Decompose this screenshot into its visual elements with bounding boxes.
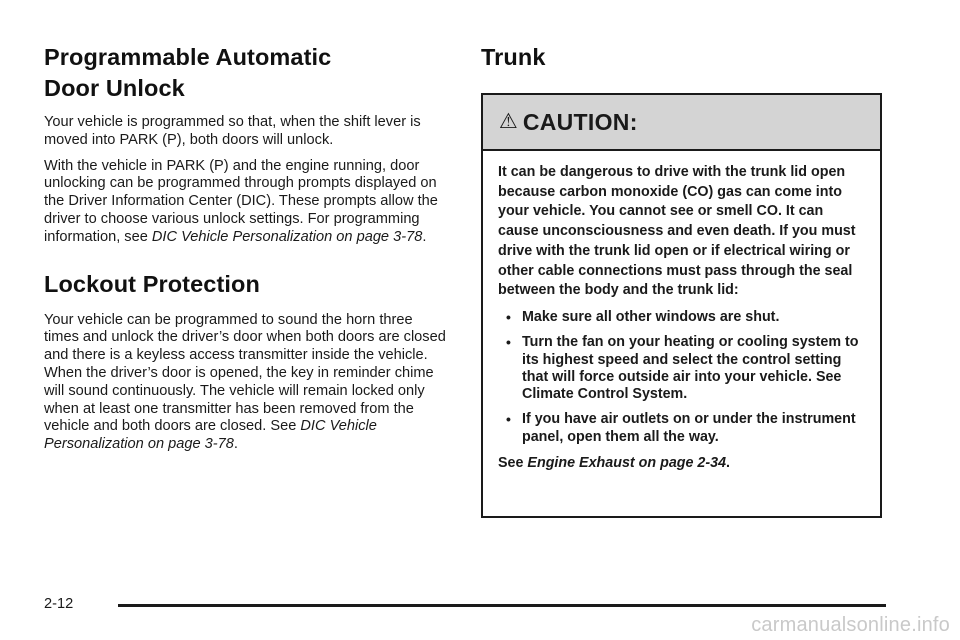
caution-see-reference: [498, 454, 864, 474]
watermark: carmanualsonline.info: [751, 614, 950, 636]
caution-bullet-item: [498, 309, 864, 326]
xref-dic-vehicle-personalization[interactable]: DIC Vehicle Personalization on page 3-78: [151, 228, 423, 245]
paragraph-end-period-2: .: [233, 436, 238, 453]
heading-programmable-automatic-door-unlock: [44, 42, 449, 104]
paragraph-unlock-programming: [44, 158, 449, 247]
heading-line-1: Programmable Automatic: [44, 44, 332, 70]
paragraph-shift-lever-unlock: Your vehicle is programmed so that, when the shift lever is moved into PARK (P), both doors will unlock.: [44, 114, 421, 148]
caution-bullet-item: [498, 411, 864, 446]
caution-box: [481, 93, 882, 518]
caution-bullet-text: Turn the fan on your heating or cooling system to its highest speed and select the control setting that will force outside air into your vehicle. See Climate Control System.: [522, 334, 859, 403]
page-number: 2-12: [44, 596, 74, 612]
paragraph-end-period: .: [422, 228, 427, 245]
bullet-icon: •: [506, 308, 511, 325]
paragraph-lockout-protection-text: Your vehicle can be programmed to sound the horn three times and unlock the driver’s door when both doors are closed and there is a keyless access transmitter inside the vehicle. When the driver’s door is opened, the key in reminder chime will sound continuously. The vehicle will remain locked only when at least one transmitter has been removed from the vehicle and both doors are closed. See: [44, 311, 446, 435]
heading-line-2: Door Unlock: [44, 75, 185, 101]
caution-bullet-text: Make sure all other windows are shut.: [522, 308, 780, 325]
footer-rule: [118, 604, 886, 607]
xref-dic-vehicle-personalization-2[interactable]: DIC Vehicle Personalization on page 3-78: [44, 418, 377, 453]
caution-bullet-text: If you have air outlets on or under the instrument panel, open them all the way.: [522, 411, 856, 445]
xref-engine-exhaust[interactable]: Engine Exhaust on page 2-34: [527, 455, 727, 471]
caution-title: CAUTION:: [522, 108, 638, 135]
paragraph-unlock-programming-text: With the vehicle in PARK (P) and the engine running, door unlocking can be programmed through prompts displayed on the Driver Information Center (DIC). These prompts allow the driver to choose various unlock settings. For programming information, see: [44, 157, 438, 245]
bullet-icon: •: [506, 411, 511, 428]
caution-body: [483, 151, 880, 484]
heading-lockout-protection: Lockout Protection: [44, 270, 260, 297]
warning-triangle-icon: ⚠: [499, 108, 518, 133]
see-end-period: .: [726, 455, 731, 471]
see-prefix: See: [498, 455, 528, 471]
caution-intro: It can be dangerous to drive with the trunk lid open because carbon monoxide (CO) gas can come into your vehicle. You cannot see or smell CO. It can cause unconsciousness and even death. If you must drive with the trunk lid open or if electrical wiring or other cable connections must pass through the seal between the body and the trunk lid:: [498, 164, 856, 299]
caution-bullet-item: [498, 334, 864, 403]
paragraph-lockout-protection: [44, 312, 449, 454]
left-column: [44, 42, 449, 454]
caution-bullet-list: [498, 309, 864, 446]
bullet-icon: •: [506, 334, 511, 351]
right-column: [481, 42, 886, 518]
caution-header: [483, 95, 880, 151]
heading-trunk: Trunk: [481, 44, 546, 70]
